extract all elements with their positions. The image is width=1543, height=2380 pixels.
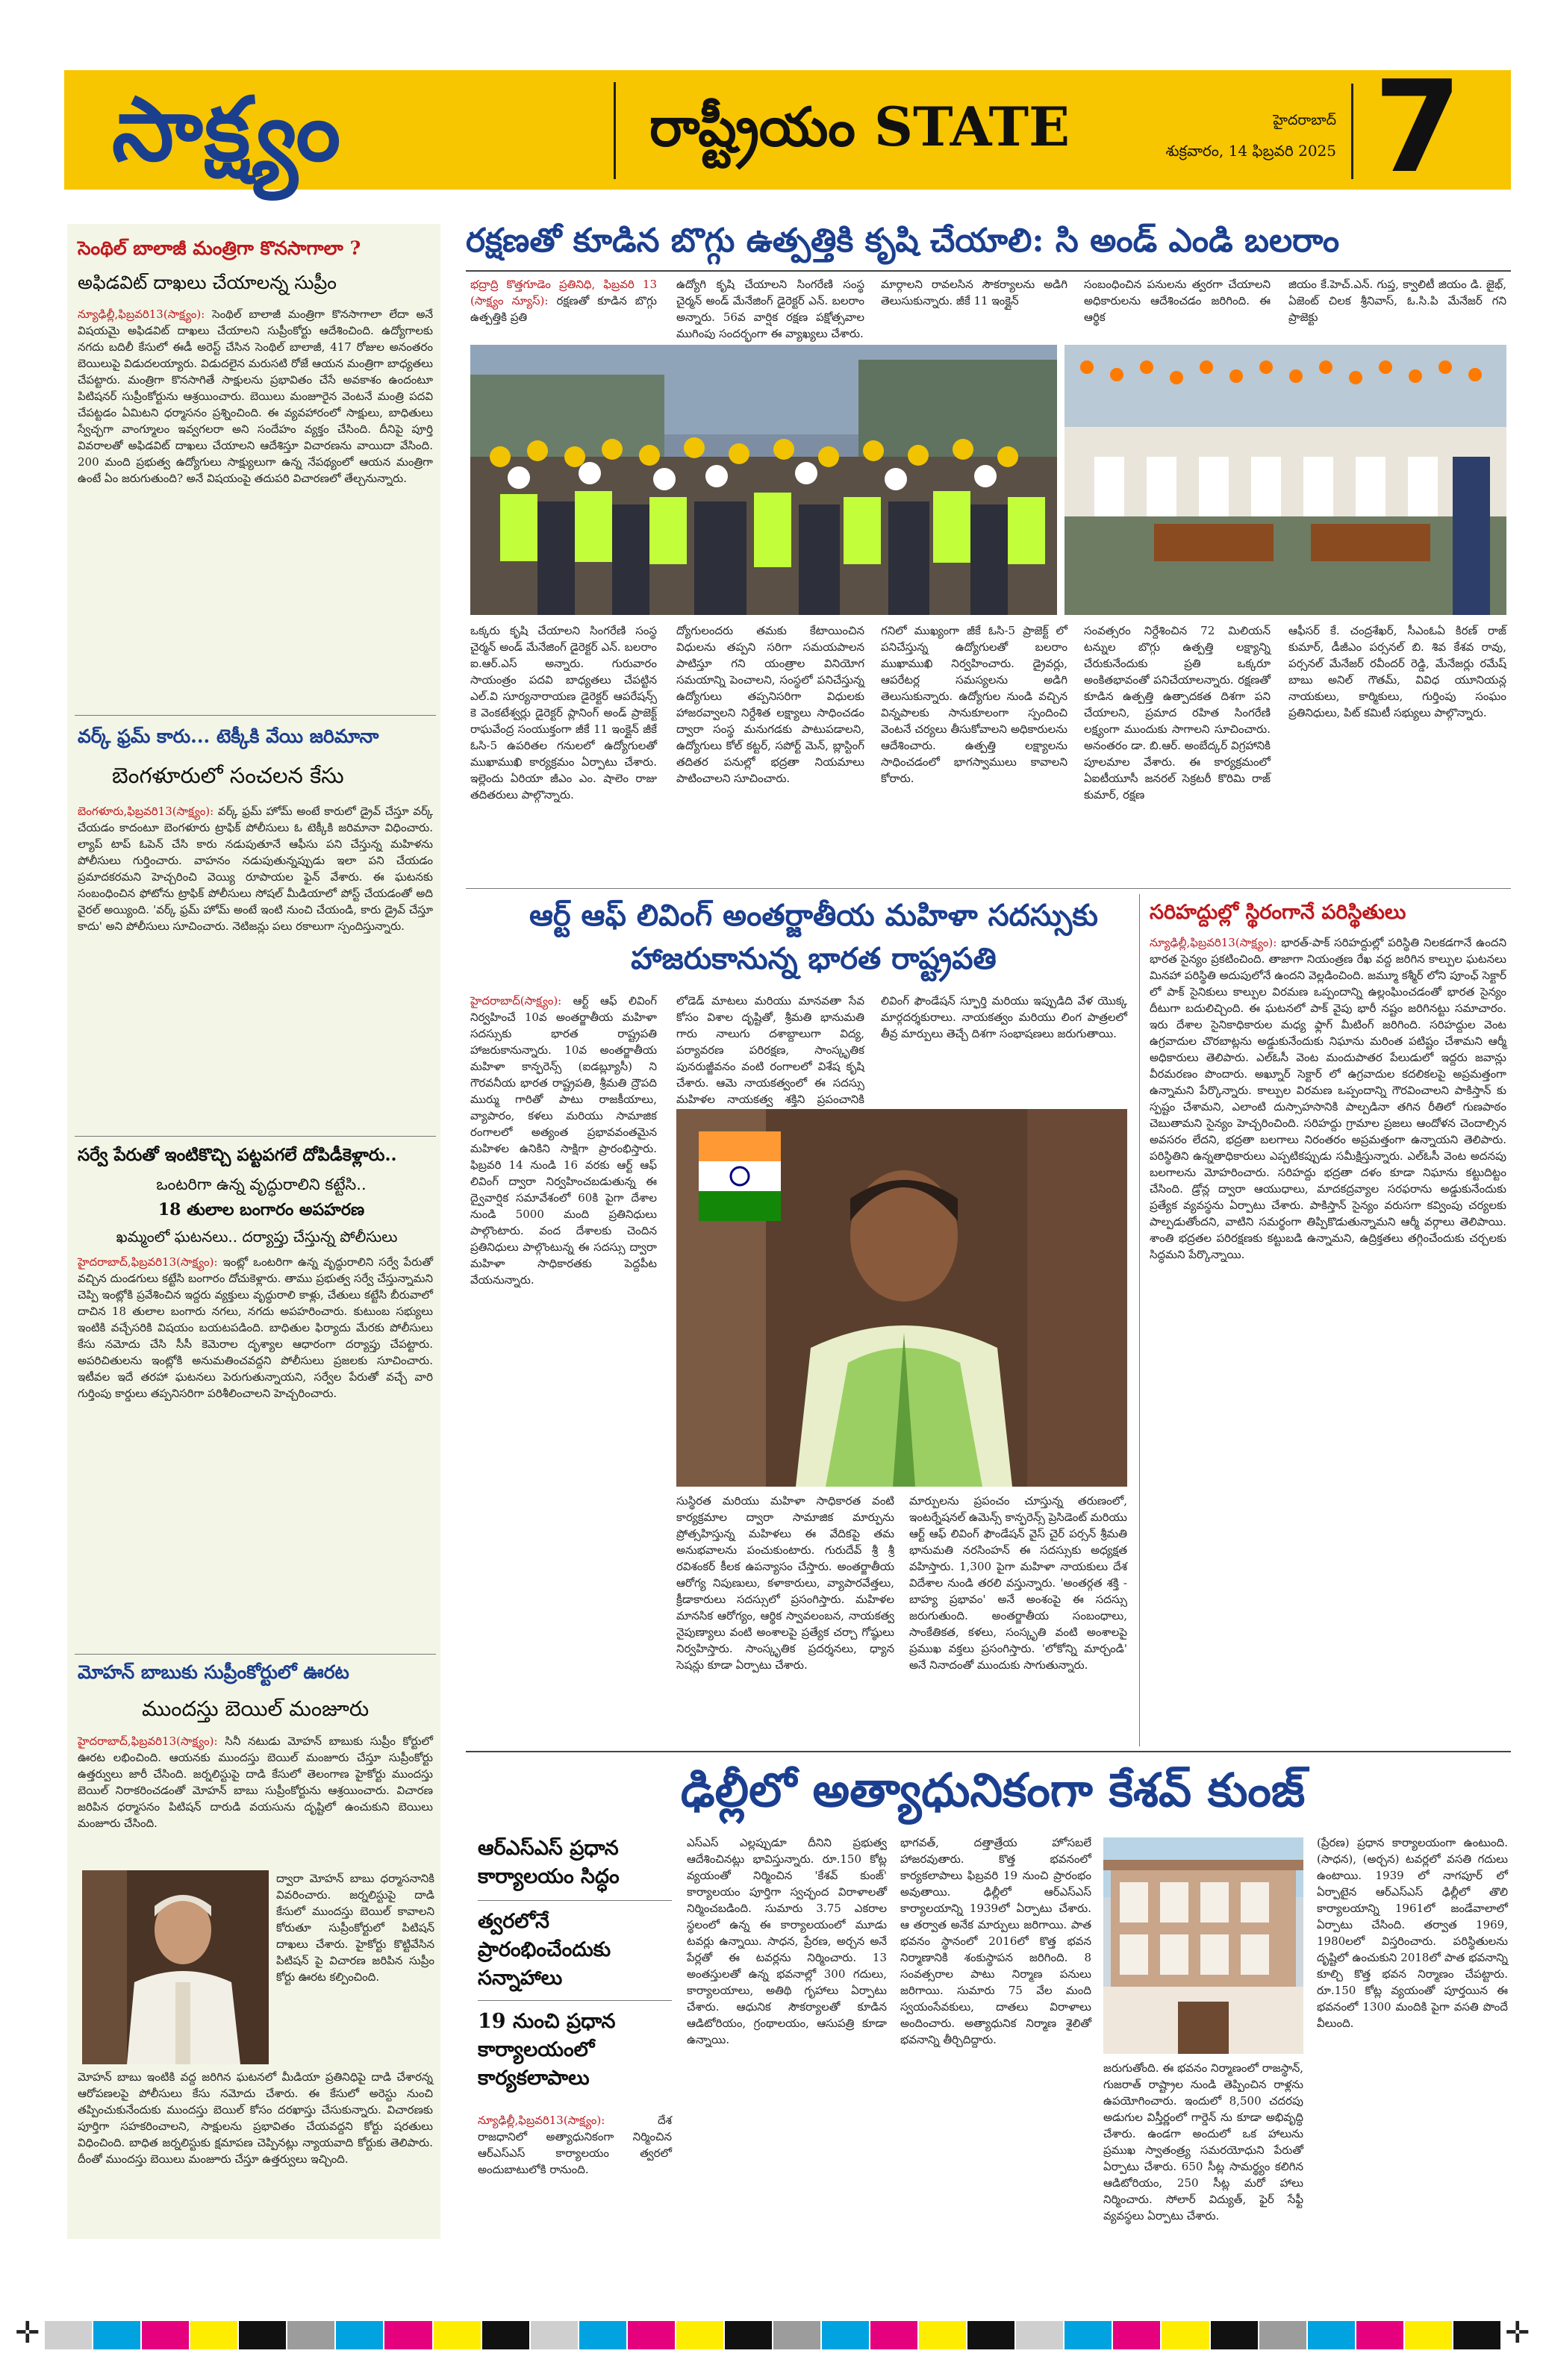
president-photo — [676, 1109, 1127, 1487]
story2-subhead: బెంగళూరులో సంచలన కేసు — [112, 763, 344, 788]
lead-dateline: భద్రాద్రి కొత్తగూడెం ప్రతినిధి, ఫిబ్రవరి 13 (సాక్ష్యం న్యూస్): — [470, 278, 657, 307]
lead-col-1: ఒక్కరు కృషి చేయాలని సింగరేణి సంస్థ చైర్మన్ అండ్ మేనేజింగ్ డైరెక్టర్ ఎన్. బలరాం ఐ.ఆర్.ఎస్ అన్నారు. గురువారం సాయంత్రం పదవి బాధ్యతలు చేపట్టిన ఎల్.వి సూర్యనారాయణ డైరెక్టర్ ఆపరేషన్స్ కె వెంకటేశ్వర్లు డైరెక్టర్ ప్లానింగ్ అండ్ ప్రాజెక్ట్ రాఘవేంద్ర సంయుక్తంగా జీకే 11 ఇంక్లైన్ జీకే ఓసి-5 ఉపరితల గనులలో ఉద్యోగులతో ముఖాముఖి కార్యక్రమం ఏర్పాటు చేశారు. ఇల్లెందు ఏరియా జీఎం ఎం. షాలెం రాజు తదితరులు పాల్గొన్నారు. — [470, 624, 657, 802]
masthead-city: హైదరాబాద్ — [1273, 112, 1336, 128]
registration-mark-right: ✛ — [1505, 2316, 1530, 2350]
keshav-col-2: ఎస్ఎస్ ఎల్లప్పుడూ దీనిని ప్రభుత్వ ఆదేశించినట్లు భావిస్తున్నారు. రూ.150 కోట్ల వ్యయంతో నిర్మించిన 'కేశవ్ కుంజ్' కార్యాలయం పూర్తిగా స్వచ్ఛంద విరాళాలతో నిర్మించబడింది. సుమారు 3.75 ఎకరాల స్థలంలో ఉన్న ఈ కార్యాలయంలో మూడు టవర్లు ఉన్నాయి. సాధన, ప్రేరణ, అర్చన అనే పేర్లతో ఈ టవర్లను నిర్మించారు. 13 అంతస్తులతో ఉన్న భవనాల్లో 300 గదులు, కార్యాలయాలు, అతిథి గృహాలు ఏర్పాటు చేశారు. ఆధునిక సౌకర్యాలతో కూడిన ఆడిటోరియం, గ్రంథాలయం, ఆసుపత్రి కూడా ఉన్నాయి. — [687, 1836, 887, 2046]
border-story-divider — [1139, 894, 1140, 1746]
border-body-text: భారత్-పాక్ సరిహద్దుల్లో పరిస్థితి నిలకడగానే ఉందని భారత సైన్యం ప్రకటించింది. తాజాగా నియంత్రణ రేఖ వద్ద జరిగిన కాల్పుల ఘటనలు మినహా పరిస్థితి అదుపులోనే ఉందని వెల్లడించింది. జమ్మూ కశ్మీర్ లోని పూంఛ్ సెక్టార్ లో పాక్ సైనికులు కాల్పుల విరమణ ఒప్పందాన్ని ఉల్లంఘించడంతో భారత సైన్యం దీటుగా బదులిచ్చింది. ఈ ఘటనలో పాక్ వైపు భారీ నష్టం జరిగినట్టు సమాచారం. ఇరు దేశాల సైనికాధికారుల మధ్య ఫ్లాగ్ మీటింగ్ జరిగింది. సరిహద్దుల వెంట ఉగ్రవాదుల చొరబాట్లను అడ్డుకునేందుకు నిఘాను మరింత పటిష్టం చేశామని ఆర్మీ అధికారులు తెలిపారు. ఎల్ఓసీ వెంట మందుపాతర పేలుడులో ఇద్దరు జవాన్లు వీరమరణం పొందారు. అఖ్నూర్ సెక్టార్ లో ఉగ్రవాదుల కదలికలపై అప్రమత్తంగా ఉన్నామని పేర్కొన్నారు. కాల్పుల విరమణ ఒప్పందాన్ని గౌరవించాలని పాకిస్తాన్ కు స్పష్టం చేశామని, ఎలాంటి దుస్సాహసానికి పాల్పడినా తగిన రీతిలో గుణపాఠం చెబుతామని సైన్యం హెచ్చరించింది. సరిహద్దు గ్రామాల ప్రజలు ఆందోళన చెందాల్సిన అవసరం లేదని, భద్రతా బలగాలు నిరంతరం అప్రమత్తంగా ఉన్నాయని తెలిపారు. పరిస్థితిని ఉన్నతాధికారులు ఎప్పటికప్పుడు సమీక్షిస్తున్నారు. ఎల్ఓసీ వెంట అదనపు బలగాలను మోహరించారు. సరిహద్దు భద్రతా దళం కూడా నిఘాను కట్టుదిట్టం చేసింది. డ్రోన్ల ద్వారా ఆయుధాలు, మాదకద్రవ్యాల సరఫరాను అడ్డుకునేందుకు ప్రత్యేక వ్యవస్థను ఏర్పాటు చేశారు. పాకిస్తాన్ సైన్యం వరుసగా కవ్వింపు చర్యలకు పాల్పడుతోందని, వాటిని సమర్థంగా తిప్పికొడుతున్నామని ఆర్మీ వర్గాలు తెలిపాయి. శాంతి భద్రతల పరిరక్షణకు కట్టుబడి ఉన్నామని, ఉద్రిక్తతలు తగ్గించేందుకు చర్చలకు సిద్ధమని పేర్కొన్నాయి. — [1150, 936, 1506, 1261]
story4-headline: మోహన్ బాబుకు సుప్రీంకోర్టులో ఊరట — [78, 1661, 349, 1683]
story3-subhead-3: ఖమ్మంలో ఘటనలు.. దర్యాప్తు చేస్తున్న పోలీసులు — [116, 1228, 398, 1246]
lead-col-3: గనిలో ముఖ్యంగా జీకే ఓసి-5 ప్రాజెక్ట్ లో పనిచేస్తున్న ఉద్యోగులతో బలరాం ముఖాముఖి నిర్వహించారు. డ్రైవర్లు, ఆపరేటర్ల సమస్యలను అడిగి తెలుసుకున్నారు. ఉద్యోగుల నుండి వచ్చిన విన్నపాలకు సానుకూలంగా స్పందించి వెంటనే చర్యలు తీసుకోవాలని అధికారులను ఆదేశించారు. ఉత్పత్తి లక్ష్యాలను సాధించడంలో భాగస్వాములు కావాలని కోరారు. — [881, 624, 1067, 785]
lead-top-col-1-text: రక్షణతో కూడిన బొగ్గు ఉత్పత్తికి ప్రతి — [470, 294, 657, 324]
mohan-babu-photo — [82, 1870, 269, 2064]
story1-body — [78, 306, 433, 709]
story1-body-text: సెంథిల్ బాలాజీ మంత్రిగా కొనసాగాలా లేదా అనే విషయమై అఫిడవిట్ దాఖలు చేయాలని సుప్రీంకోర్టు ఆదేశించింది. ఉద్యోగాలకు నగదు బదిలీ కేసులో ఈడీ అరెస్ట్ చేసిన సెంథిల్ బాలాజీ, 417 రోజుల అనంతరం బెయిలుపై విడుదలయ్యారు. విడుదలైన మరుసటి రోజే ఆయన మంత్రిగా బాధ్యతలు చేపట్టారు. మంత్రిగా కొనసాగితే సాక్షులను ప్రభావితం చేసే అవకాశం ఉందంటూ పిటిషనర్ సుప్రీంకోర్టును ఆశ్రయించారు. బెయిలు మంజూరైన వెంటనే మంత్రి పదవి చేపట్టడం ఏమిటని ధర్మాసనం ప్రశ్నించింది. ఈ వ్యవహారంలో సాక్షులు, బాధితులు స్వేచ్ఛగా వాంగ్మూలం ఇవ్వగలరా అని సందేహం వ్యక్తం చేసింది. దీనిపై పూర్తి వివరాలతో అఫిడవిట్ దాఖలు చేయాలని ఆదేశిస్తూ విచారణను వాయిదా వేసింది. 200 మంది ప్రభుత్వ ఉద్యోగులు సాక్ష్యులుగా ఉన్న నేపథ్యంలో ఆయన మంత్రిగా ఉంటే ఏం జరుగుతుంది? అనే విషయంపై తదుపరి విచారణలో తేల్చనున్నారు. — [78, 307, 433, 485]
keshav-subhead-1: ఆర్ఎస్ఎస్ ప్రధాన కార్యాలయం సిద్ధం — [478, 1837, 620, 1888]
lead-photo-stage — [1064, 345, 1506, 615]
story2-body — [78, 803, 433, 1131]
keshav-col-4: జరుగుతోంది. ఈ భవనం నిర్మాణంలో రాజస్థాన్, గుజరాత్ రాష్ట్రాల నుండి తెప్పించిన రాళ్లను ఉపయోగించారు. ఇందులో 8,500 చదరపు అడుగుల విస్తీర్ణంలో గార్డెన్ ను కూడా అభివృద్ధి చేశారు. ఉండగా అందులో ఒక హాలును ప్రముఖ స్వాతంత్ర్య సమరయోధుని పేరుతో ఏర్పాటు చేశారు. 650 సీట్ల సామర్థ్యం కలిగిన ఆడిటోరియం, 250 సీట్ల మరో హాలు నిర్మించారు. సోలార్ విద్యుత్, ఫైర్ సేఫ్టీ వ్యవస్థలు ఏర్పాటు చేశారు. — [1103, 2061, 1303, 2223]
story1-headline: సెంథిల్ బాలాజీ మంత్రిగా కొనసాగాలా ? — [78, 237, 361, 259]
story1-subhead: అఫిడవిట్ దాఖలు చేయాలన్న సుప్రీం — [78, 272, 337, 293]
story2-headline: వర్క్ ఫ్రమ్ కారు... టెక్కీకి వేయి జరిమానా — [78, 725, 379, 747]
left-divider-1 — [75, 715, 436, 716]
keshav-sub-rule-1 — [478, 1900, 672, 1901]
president-col-1 — [470, 993, 657, 1746]
lead-top-col-5: జియం కే.హెచ్.ఎన్. గుప్త, క్వాలిటీ జియం డి. జైభ్, ఏజెంట్ చిలక శ్రీనివాస్, ఓ.సి.పి మేనేజర్ గని ప్రాజెక్టు — [1288, 278, 1506, 324]
keshav-subhead-2: త్వరలోనే ప్రారంభించేందుకు సన్నాహాలు — [478, 1910, 611, 1990]
president-col-3-bottom: మార్పులను ప్రపంచం చూస్తున్న తరుణంలో, ఇంటర్నేషనల్ ఉమెన్స్ కాన్ఫరెన్స్ ప్రెసిడెంట్ మరియు ఆర్ట్ ఆఫ్ లివింగ్ ఫౌండేషన్ వైస్ చైర్ పర్సన్ శ్రీమతి భానుమతి నరసింహన్ ఈ సదస్సుకు అధ్యక్షత వహిస్తారు. 1,300 పైగా మహిళా నాయకులు దేశ విదేశాల నుండి తరలి వస్తున్నారు. 'అంతర్గత శక్తి - బాహ్య ప్రభావం' అనే అంశంపై ఈ సదస్సు జరుగుతుంది. అంతర్జాతీయ సంబంధాలు, సాంకేతికత, కళలు, సంస్కృతి వంటి అంశాలపై ప్రముఖ వక్తలు ప్రసంగిస్తారు. 'లోకోన్ని మార్చండి' అనే నినాదంతో ముందుకు సాగుతున్నారు. — [909, 1494, 1127, 1672]
lead-top-col-2: ఉద్యోగి కృషి చేయాలని సింగరేణి సంస్థ చైర్మన్ అండ్ మేనేజింగ్ డైరెక్టర్ ఎన్. బలరాం అన్నారు. 56వ వార్షిక రక్షణ పక్షోత్సవాల ముగింపు సందర్భంగా ఈ వ్యాఖ్యలు చేశారు. — [676, 278, 864, 340]
lead-photo-crowd — [470, 345, 1057, 615]
story4-body-side: ద్వారా మోహన్ బాబు ధర్మాసనానికి వివరించారు. జర్నలిస్టుపై దాడి కేసులో ముందస్తు బెయిల్ కావాలని కోరుతూ సుప్రీంకోర్టులో పిటిషన్ దాఖలు చేశారు. హైకోర్టు కొట్టివేసిన పిటిషన్ పై విచారణ జరిపిన సుప్రీం కోర్టు ఊరట కల్పించింది. — [276, 1872, 434, 1984]
lead-bottom-rule — [466, 888, 1511, 889]
masthead-date: శుక్రవారం, 14 ఫిబ్రవరి 2025 — [1165, 142, 1336, 160]
story4-body-top — [78, 1733, 433, 1867]
keshav-sub-rule-2 — [478, 2000, 672, 2001]
lead-headline: రక్షణతో కూడిన బొగ్గు ఉత్పత్తికి కృషి చేయాలి: సి అండ్ ఎండి బలరాం — [466, 222, 1340, 260]
president-col-1-text: ఆర్ట్ ఆఫ్ లివింగ్ నిర్వహించే 10వ అంతర్జాతీయ మహిళా సదస్సుకు భారత రాష్ట్రపతి హాజరుకానున్నారు. 10వ అంతర్జాతీయ మహిళా కాన్ఫరెన్స్ (ఐడబ్ల్యూసీ) ని గౌరవనీయ భారత రాష్ట్రపతి, శ్రీమతి ద్రౌపది ముర్ము గారితో పాటు రాజకీయాలు, వ్యాపారం, కళలు మరియు సామాజిక రంగాలలో అత్యంత ప్రభావవంతమైన మహిళల ఉనికిని సాక్షిగా ప్రారంభిస్తారు. ఫిబ్రవరి 14 నుండి 16 వరకు ఆర్ట్ ఆఫ్ లివింగ్ ద్వారా నిర్వహించబడుతున్న ఈ ద్వైవార్షిక సమావేశంలో 60కి పైగా దేశాల నుండి 5000 మంది ప్రతినిధులు పాల్గొంటారు. వంద దేశాలకు చెందిన ప్రతినిధులు పాల్గొంటున్న ఈ సదస్సు ద్వారా మహిళా సాధికారతకు పెద్దపీట వేయనున్నారు. — [470, 994, 657, 1287]
lead-top-col-3: మార్గాలని రావలసిన సౌకర్యాలను అడిగి తెలుసుకున్నారు. జీకే 11 ఇంక్లైన్ — [881, 278, 1067, 307]
story3-subhead-2: 18 తులాల బంగారం అపహరణ — [158, 1200, 365, 1219]
story1-dateline: న్యూఢిల్లీ,ఫిబ్రవరి13(సాక్ష్యం): — [78, 307, 205, 321]
keshav-top-rule — [466, 1751, 1511, 1752]
president-col-2-bottom: సుస్థిరత మరియు మహిళా సాధికారత వంటి కార్యక్రమాల ద్వారా సామాజిక మార్పును ప్రోత్సహిస్తున్న మహిళలు ఈ వేదికపై తమ అనుభవాలను పంచుకుంటారు. గురుదేవ్ శ్రీ శ్రీ రవిశంకర్ కీలక ఉపన్యాసం చేస్తారు. అంతర్జాతీయ ఆరోగ్య నిపుణులు, కళాకారులు, వ్యాపారవేత్తలు, క్రీడాకారులు సదస్సులో ప్రసంగిస్తారు. మహిళల మానసిక ఆరోగ్యం, ఆర్థిక స్వావలంబన, నాయకత్వ నైపుణ్యాలు వంటి అంశాలపై ప్రత్యేక చర్చా గోష్ఠులు నిర్వహిస్తారు. సాంస్కృతిక ప్రదర్శనలు, ధ్యాన సెషన్లు కూడా ఏర్పాటు చేశారు. — [676, 1494, 894, 1672]
story2-dateline: బెంగళూరు,ఫిబ్రవరి13(సాక్ష్యం): — [78, 805, 214, 818]
border-headline: సరిహద్దుల్లో స్థిరంగానే పరిస్థితులు — [1150, 901, 1406, 924]
left-divider-2 — [75, 1136, 436, 1137]
story3-headline: సర్వే పేరుతో ఇంటికొచ్చి పట్టపగలే దోపిడీకెళ్లారు.. — [78, 1145, 397, 1165]
masthead-logo: సాక్ష్యం — [112, 78, 343, 181]
lead-top-col-4: సంబంధించిన పనులను త్వరగా చేయాలని అధికారులను ఆదేశించడం జరిగింది. ఈ ఆర్థిక — [1084, 278, 1271, 324]
president-col-2: లోడెడ్ మాటలు మరియు మానవతా సేవ కోసం విశాల దృష్టితో, శ్రీమతి భానుమతి గారు నాలుగు దశాబ్దాలుగా విద్య, పర్యావరణ పరిరక్షణ, సాంస్కృతిక పునరుజ్జీవనం వంటి రంగాలలో విశేష కృషి చేశారు. ఆమె నాయకత్వంలో ఈ సదస్సు మహిళల నాయకత్వ శక్తిని ప్రపంచానికి — [676, 994, 864, 1106]
keshav-sub-body — [478, 2112, 672, 2231]
president-headline-line2: హాజరుకానున్న భారత రాష్ట్రపతి — [631, 941, 997, 976]
section-label: రాష్ట్రీయం STATE — [649, 95, 1070, 158]
president-col-3: లివింగ్ ఫౌండేషన్ స్ఫూర్తి మరియు ఇప్పుడిది వేళ యొక్క మార్గదర్శకురాలు. నాయకత్వం మరియు లింగ పాత్రలలో తీవ్ర మార్పులు తెచ్చే దిశగా సంభాషణలు జరుగుతాయి. — [881, 994, 1127, 1040]
left-divider-3 — [75, 1654, 436, 1655]
story2-body-text: వర్క్ ఫ్రమ్ హోమ్ అంటే కారులో డ్రైవ్ చేస్తూ వర్క్ చేయడం కాదంటూ బెంగళూరు ట్రాఫిక్ పోలీసులు ఓ టెక్కీకి జరిమానా విధించారు. ల్యాప్ టాప్ ఓపెన్ చేసి కారు నడుపుతూనే ఆఫీసు పని చేస్తున్న మహిళను పోలీసులు గుర్తించారు. వాహనం నడుపుతున్నప్పుడు ఇలా పని చేయడం ప్రమాదకరమని హెచ్చరించి వెయ్యి రూపాయల ఫైన్ వేశారు. ఈ ఘటనకు సంబంధించిన ఫోటోను ట్రాఫిక్ పోలీసులు సోషల్ మీడియాలో పోస్ట్ చేయడంతో అది వైరల్ అయ్యింది. 'వర్క్ ఫ్రమ్ హోమ్ అంటే ఇంటి నుంచి చేయండి, కారు డ్రైవ్ చేస్తూ కాదు' అని పోలీసులు సూచించారు. నెటిజన్లు పలు రకాలుగా స్పందిస్తున్నారు. — [78, 805, 433, 933]
registration-mark-left: ✛ — [15, 2316, 40, 2350]
story4-body-text: సినీ నటుడు మోహన్ బాబుకు సుప్రీం కోర్టులో ఊరట లభించింది. ఆయనకు ముందస్తు బెయిల్ మంజూరు చేస్తూ సుప్రీంకోర్టు ఉత్తర్వులు జారీ చేసింది. జర్నలిస్టుపై దాడి కేసులో తెలంగాణ హైకోర్టు ముందస్తు బెయిల్ నిరాకరించడంతో మోహన్ బాబు సుప్రీంకోర్టును ఆశ్రయించారు. విచారణ జరిపిన ధర్మాసనం పిటిషన్ దారుడి వయసును దృష్టిలో ఉంచుకుని బెయిలు మంజూరు చేసింది. — [78, 1734, 433, 1830]
masthead-divider-2 — [1351, 84, 1353, 179]
story4-body-bottom: మోహన్ బాబు ఇంటికి వద్ద జరిగిన ఘటనలో మీడియా ప్రతినిధిపై దాడి చేశారన్న ఆరోపణలపై పోలీసులు కేసు నమోదు చేశారు. ఈ కేసులో అరెస్టు నుంచి తప్పించుకునేందుకు ముందస్తు బెయిల్ కోసం దరఖాస్తు చేసుకున్నారు. విచారణకు పూర్తిగా సహకరించాలని, సాక్షులను ప్రభావితం చేయవద్దని కోర్టు షరతులు విధించింది. బాధిత జర్నలిస్టుకు క్షమాపణ చెప్పినట్లు న్యాయవాది కోర్టుకు తెలిపారు. దీంతో ముందస్తు బెయిలు మంజూరు చేస్తూ ఉత్తర్వులు ఇచ్చింది. — [78, 2070, 433, 2166]
footer-color-bar — [45, 2321, 1500, 2349]
keshav-col-3: భాగవత్, దత్తాత్రేయ హోసబలే హాజరవుతారు. కొత్త భవనంలో కార్యకలాపాలు ఫిబ్రవరి 19 నుంచి ప్రారంభం అవుతాయి. ఢిల్లీలో ఆర్ఎస్ఎస్ కార్యాలయాన్ని 1939లో ఏర్పాటు చేశారు. ఆ తర్వాత అనేక మార్పులు జరిగాయి. పాత భవనం స్థానంలో 2016లో కొత్త భవన నిర్మాణానికి శంకుస్థాపన జరిగింది. 8 సంవత్సరాల పాటు నిర్మాణ పనులు జరిగాయి. సుమారు 75 వేల మంది స్వయంసేవకులు, దాతలు విరాళాలు అందించారు. అత్యాధునిక నిర్మాణ శైలితో భవనాన్ని తీర్చిదిద్దారు. — [900, 1836, 1091, 2046]
lead-col-2: ద్యోగులందరు తమకు కేటాయించిన విధులను తప్పని సరిగా సమయపాలన పాటిస్తూ గని యంత్రాల వినియోగ సమయాన్ని పెంచాలని, సంస్థలో పనిచేస్తున్న ఉద్యోగులు తప్పనిసరిగా విధులకు హాజరవ్వాలని నిర్దేశిత లక్ష్యాలు సాధించడం ద్వారా సంస్థ మనుగడకు పాటుపడాలని, ఉద్యోగులు కోల్ కట్టర్, సపోర్ట్ మెన్, బ్లాస్టింగ్ తదితర పనుల్లో భద్రతా నియమాలు పాటించాలని సూచించారు. — [676, 624, 864, 785]
keshav-col-5: (ప్రేరణ) ప్రధాన కార్యాలయంగా ఉంటుంది. (సాధన), (అర్చన) టవర్లలో వసతి గదులు ఉంటాయి. 1939 లో నాగపూర్ లో ఏర్పాటైన ఆర్ఎస్ఎస్ ఢిల్లీలో తొలి కార్యాలయాన్ని 1961లో జండేవాలాలో ఏర్పాటు చేసింది. తర్వాత 1969, 1980లలో విస్తరించారు. పరిస్థితులను దృష్టిలో ఉంచుకుని 2018లో పాత భవనాన్ని కూల్చి కొత్త భవన నిర్మాణం చేపట్టారు. రూ.150 కోట్ల వ్యయంతో పూర్తయిన ఈ భవనంలో 1300 మందికి పైగా వసతి పొందే వీలుంది. — [1317, 1836, 1508, 2030]
keshav-subhead-3: 19 నుంచి ప్రధాన కార్యాలయంలో కార్యకలాపాలు — [478, 2010, 616, 2090]
story3-dateline: హైదరాబాద్,ఫిబ్రవరి13(సాక్ష్యం): — [78, 1255, 218, 1269]
lead-col-5: ఆఫీసర్ కే. చంద్రశేఖర్, సీఎంఓఏ కిరణ్ రాజ్ కుమార్, డీజీఎం పర్సనల్ బి. శివ కేశవ రావు, పర్సనల్ మేనేజర్ రవీందర్ రెడ్డి, మేనేజర్లు రమేష్ బాబు అనిల్ గౌతమ్, వివిధ యూనియన్ల నాయకులు, కార్మికులు, గుర్తింపు సంఘం ప్రతినిధులు, పిట్ కమిటీ సభ్యులు పాల్గొన్నారు. — [1288, 624, 1506, 719]
lead-col-4: సంవత్సరం నిర్దేశించిన 72 మిలియన్ టన్నుల బొగ్గు ఉత్పత్తి లక్ష్యాన్ని చేరుకునేందుకు ప్రతి ఒక్కరూ అంకితభావంతో పనిచేయాలన్నారు. రక్షణతో కూడిన ఉత్పత్తి ఉత్పాదకత దిశగా పని చేయాలని, ప్రమాద రహిత సింగరేణి లక్ష్యంగా ముందుకు సాగాలని సూచించారు. అనంతరం డా. బి.ఆర్. అంబేద్కర్ విగ్రహానికి పూలమాల వేశారు. ఈ కార్యక్రమంలో ఏఐటీయూసీ జనరల్ సెక్రటరీ కొరిమి రాజ్ కుమార్, రక్షణ — [1084, 624, 1271, 802]
story3-body-text: ఇంట్లో ఒంటరిగా ఉన్న వృద్ధురాలిని సర్వే పేరుతో వచ్చిన దుండగులు కట్టేసి బంగారం దోచుకెళ్లారు. తాము ప్రభుత్వ సర్వే చేస్తున్నామని చెప్పి ఇంట్లోకి ప్రవేశించిన ఇద్దరు వ్యక్తులు వృద్ధురాలి కాళ్లు, చేతులు కట్టేసి బీరువాలో దాచిన 18 తులాల బంగారు నగలు, నగదు అపహరించారు. కుటుంబ సభ్యులు ఇంటికి వచ్చేసరికి విషయం బయటపడింది. బాధితుల ఫిర్యాదు మేరకు పోలీసులు కేసు నమోదు చేసి సీసీ కెమెరాల దృశ్యాల ఆధారంగా దర్యాప్తు చేపట్టారు. అపరిచితులను ఇంట్లోకి అనుమతించవద్దని పోలీసులు ప్రజలకు సూచించారు. ఇటీవల ఇదే తరహా ఘటనలు పెరుగుతున్నాయని, సర్వేల పేరుతో వచ్చే వారి గుర్తింపు కార్డులు తప్పనిసరిగా పరిశీలించాలని హెచ్చరించారు. — [78, 1255, 433, 1400]
masthead-divider — [614, 82, 616, 179]
page-number: 7 — [1374, 54, 1462, 202]
president-dateline: హైదరాబాద్(సాక్ష్యం): — [470, 994, 562, 1008]
story4-subhead: ముందస్తు బెయిల్ మంజూరు — [142, 1696, 370, 1721]
keshav-headline: ఢిల్లీలో అత్యాధునికంగా కేశవ్ కుంజ్ — [680, 1763, 1306, 1817]
story4-dateline: హైదరాబాద్,ఫిబ్రవరి13(సాక్ష్యం): — [78, 1734, 218, 1748]
keshav-dateline: న్యూఢిల్లీ,ఫిబ్రవరి13(సాక్ష్యం): — [478, 2114, 605, 2127]
president-headline-line1: ఆర్ట్ ఆఫ్ లివింగ్ అంతర్జాతీయ మహిళా సదస్సుకు — [529, 898, 1099, 933]
border-body — [1150, 934, 1506, 1746]
story3-subhead-1: ఒంటరిగా ఉన్న వృద్ధురాలిని కట్టేసి.. — [156, 1175, 367, 1193]
keshav-sub-body-text: దేశ రాజధానిలో అత్యాధునికంగా నిర్మించిన ఆర్ఎస్ఎస్ కార్యాలయం త్వరలో అందుబాటులోకి రానుంది. — [478, 2114, 672, 2176]
story3-body — [78, 1254, 433, 1649]
lead-rule — [466, 270, 1511, 272]
border-dateline: న్యూఢిల్లీ,ఫిబ్రవరి13(సాక్ష్యం): — [1150, 936, 1277, 949]
keshav-kunj-photo — [1103, 1837, 1303, 2054]
lead-top-col-1 — [470, 276, 657, 333]
